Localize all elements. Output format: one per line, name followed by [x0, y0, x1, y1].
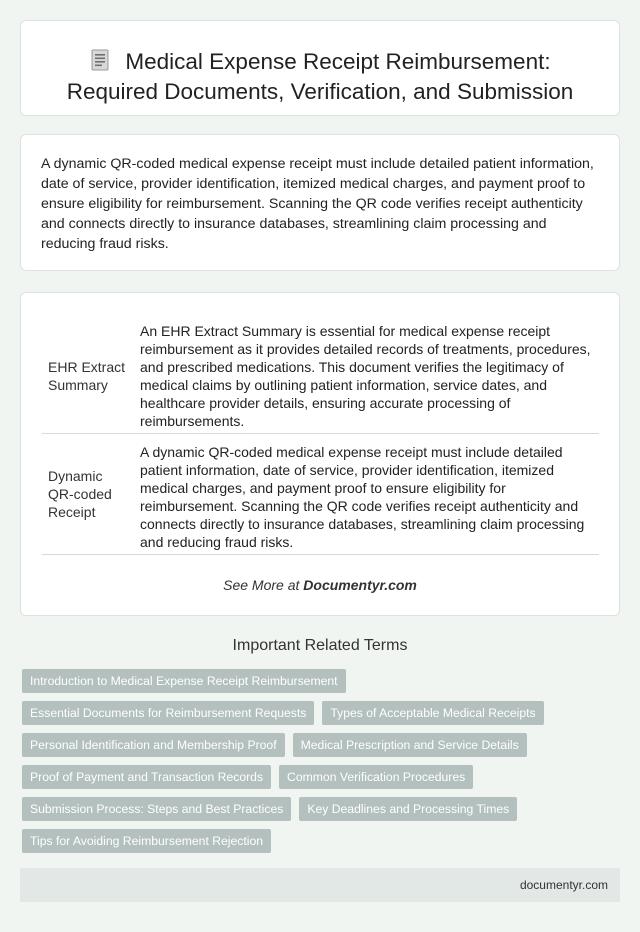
related-terms-tags: [22, 669, 622, 861]
table-term: EHR Extract Summary: [48, 358, 126, 393]
intro-card: [20, 134, 620, 271]
see-more: [21, 577, 619, 593]
title-card: [20, 20, 620, 116]
related-tag[interactable]: Essential Documents for Reimbursement Requests: [22, 701, 314, 725]
related-tag[interactable]: Proof of Payment and Transaction Records: [22, 765, 271, 789]
intro-text: A dynamic QR-coded medical expense receipt must include detailed patient information, date of service, provider identification, itemized medical charges, and payment proof to ensure eligibility for reimbursement. Scanning the QR code verifies receipt authenticity and connects directly to insurance databases, streamlining claim processing and reducing fraud risks.: [41, 156, 594, 252]
related-tag[interactable]: Types of Acceptable Medical Receipts: [322, 701, 543, 725]
footer-site-link[interactable]: documentyr.com: [519, 878, 608, 892]
related-tag[interactable]: Personal Identification and Membership Proof: [22, 733, 285, 757]
related-terms-heading: Important Related Terms: [232, 637, 408, 654]
terms-table: [42, 318, 599, 555]
table-description: An EHR Extract Summary is essential for medical expense receipt reimbursement as it provides detailed records of treatments, procedures, and prescribed medications. This document verifies the legitimacy of medical claims by outlining patient information, service dates, and healthcare provider details, ensuring accurate processing of reimbursements.: [140, 323, 591, 429]
table-row: [42, 318, 599, 434]
title-line-1: Medical Expense Receipt Reimbursement:: [125, 49, 551, 74]
terms-table-card: [20, 292, 620, 616]
related-tag[interactable]: Key Deadlines and Processing Times: [299, 797, 517, 821]
page-title: [21, 47, 619, 107]
table-term: Dynamic QR-coded Receipt: [48, 468, 112, 520]
table-description: A dynamic QR-coded medical expense receipt must include detailed patient information, date of service, provider identification, itemized medical charges, and payment proof to ensure eligibility for reimbursement. Scanning the QR code verifies receipt authenticity and connects directly to insurance databases, streamlining claim processing and reducing fraud risks.: [140, 444, 585, 550]
related-tag[interactable]: Submission Process: Steps and Best Practices: [22, 797, 291, 821]
table-row: [42, 434, 599, 555]
footer: [20, 868, 620, 902]
title-line-2: Required Documents, Verification, and Submission: [66, 79, 574, 104]
see-more-prefix: See More at: [223, 577, 304, 593]
related-tag[interactable]: Common Verification Procedures: [279, 765, 473, 789]
related-tag[interactable]: Introduction to Medical Expense Receipt Reimbursement: [22, 669, 346, 693]
related-tag[interactable]: Tips for Avoiding Reimbursement Rejection: [22, 829, 271, 853]
see-more-link[interactable]: Documentyr.com: [303, 577, 417, 593]
document-icon: [89, 48, 111, 72]
related-tag[interactable]: Medical Prescription and Service Details: [293, 733, 527, 757]
